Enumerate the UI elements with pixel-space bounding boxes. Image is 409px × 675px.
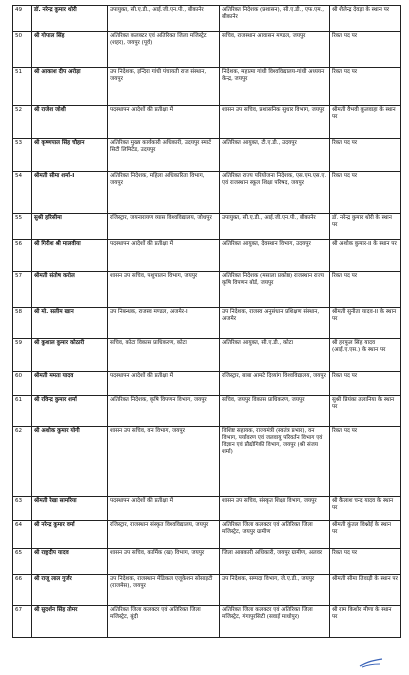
table-row [13,68,401,106]
new-posting: रजिस्ट्रार, बाबा आमटे दिव्यांग विश्वविद्यालय, जयपुर [220,372,330,396]
officer-name: श्री रविन्द्र कुमार शर्मा [32,396,108,427]
officer-name: श्री अशोक कुमार योगी [32,427,108,497]
new-posting: अतिरिक्त आयुक्त, टी.ए.डी., उदयपुर [220,139,330,172]
new-posting: अतिरिक्त जिला कलक्टर एवं अतिरिक्त जिला मजिस्ट्रेट, गंगापुरसिटी (सवाई माधोपुर) [220,606,330,638]
table-row [13,139,401,172]
replacing-officer: श्री कैलाश चन्द यादव के स्थान पर [330,497,401,521]
table-row [13,308,401,339]
replacing-officer: रिक्त पद पर [330,372,401,396]
table-row [13,606,401,638]
table-row [13,32,401,68]
table-row [13,214,401,240]
officer-name: श्री गिरीश श्री मालवीया [32,240,108,272]
replacing-officer: डॉ. नरेन्द्र कुमार थोरी के स्थान पर [330,214,401,240]
officer-name: श्री राजू लाल गुर्जर [32,575,108,606]
officer-name: श्रीमती ममता यादव [32,372,108,396]
serial-number: 61 [13,396,32,427]
table-row [13,272,401,308]
table-row [13,575,401,606]
table-row [13,549,401,575]
current-posting: पदस्थापन आदेशों की प्रतीक्षा में [108,240,220,272]
serial-number: 52 [13,106,32,139]
current-posting: रजिस्ट्रार, जयनारायण व्यास विश्वविद्यालय, जोधपुर [108,214,220,240]
current-posting: रजिस्ट्रार, राजस्थान संस्कृत विश्वविद्यालय, जयपुर [108,521,220,549]
transfer-order-page [12,5,400,638]
new-posting: जिला आबकारी अधिकारी, जयपुर ग्रामीण, अलवर [220,549,330,575]
serial-number: 59 [13,339,32,372]
new-posting: उप निदेशक, सम्पदा विभाग, जे.ए.डी., जयपुर [220,575,330,606]
new-posting: सचिव, जयपुर विकास प्राधिकरण, जयपुर [220,396,330,427]
new-posting: अतिरिक्त आयुक्त, देवस्थान विभाग, उदयपुर [220,240,330,272]
new-posting: अतिरिक्त निदेशक (प्रशासन), सी.ए.डी., एफ.एम., बीकानेर [220,6,330,32]
serial-number: 50 [13,32,32,68]
serial-number: 64 [13,521,32,549]
officer-name: श्रीमती संतोष करोल [32,272,108,308]
replacing-officer: श्रीमती सुनीता यादव-II के स्थान पर [330,308,401,339]
serial-number: 55 [13,214,32,240]
new-posting: उपायुक्त, सी.ए.डी., आई.जी.एन.पी., बीकानेर [220,214,330,240]
current-posting: अतिरिक्त कलक्टर एवं अतिरिक्त जिला मजिस्ट्रेट (शहर), जयपुर (पूर्व) [108,32,220,68]
replacing-officer: श्रीमती सीमा तिवाड़ी के स्थान पर [330,575,401,606]
serial-number: 57 [13,272,32,308]
new-posting: अतिरिक्त निदेशक (मसाला प्रकोष्ठ) राजस्थान राज्य कृषि विपणन बोर्ड, जयपुर [220,272,330,308]
officer-name: डॉ. नरेन्द्र कुमार थोरी [32,6,108,32]
serial-number: 54 [13,172,32,214]
replacing-officer: रिक्त पद पर [330,549,401,575]
replacing-officer: श्री राम किशोर मीणा के स्थान पर [330,606,401,638]
serial-number: 66 [13,575,32,606]
officer-name: श्री गोपाल सिंह [32,32,108,68]
transfer-table [12,5,401,638]
replacing-officer: रिक्त पद पर [330,272,401,308]
table-row [13,497,401,521]
current-posting: अतिरिक्त मुख्य कार्यकारी अधिकारी, उदयपुर स्मार्ट सिटी लिमिटेड, उदयपुर [108,139,220,172]
officer-name: श्री आकाश दीप अरोड़ा [32,68,108,106]
replacing-officer: रिक्त पद पर [330,68,401,106]
current-posting: अतिरिक्त निदेशक, कृषि विपणन विभाग, जयपुर [108,396,220,427]
table-row [13,427,401,497]
serial-number: 60 [13,372,32,396]
replacing-officer: रिक्त पद पर [330,139,401,172]
current-posting: सचिव, कोटा विकास प्राधिकरण, कोटा [108,339,220,372]
new-posting: सचिव, राजस्थान आवासन मण्डल, जयपुर [220,32,330,68]
current-posting: शासन उप सचिव, कार्मिक (ख) विभाग, जयपुर [108,549,220,575]
signature-mark-icon [358,657,384,669]
replacing-officer: श्रीमती कुंतल विश्नोई के स्थान पर [330,521,401,549]
serial-number: 65 [13,549,32,575]
serial-number: 56 [13,240,32,272]
current-posting: शासन उप सचिव, पशुपालन विभाग, जयपुर [108,272,220,308]
table-row [13,372,401,396]
table-row [13,6,401,32]
current-posting: उप निबन्धक, राजस्व मण्डल, अजमेर-I [108,308,220,339]
officer-name: श्री राष्ट्रदीप यादव [32,549,108,575]
new-posting: अतिरिक्त जिला कलक्टर एवं अतिरिक्त जिला मजिस्ट्रेट, जयपुर ग्रामीण [220,521,330,549]
new-posting: शासन उप सचिव, संस्कृत शिक्षा विभाग, जयपुर [220,497,330,521]
new-posting: शासन उप सचिव, प्रशासनिक सुधार विभाग, जयपुर [220,106,330,139]
current-posting: पदस्थापन आदेशों की प्रतीक्षा में [108,372,220,396]
current-posting: शासन उप सचिव, वन विभाग, जयपुर [108,427,220,497]
current-posting: अतिरिक्त जिला कलक्टर एवं अतिरिक्त जिला मजिस्ट्रेट, बूंदी [108,606,220,638]
new-posting: अतिरिक्त आयुक्त, सी.ए.डी., कोटा [220,339,330,372]
replacing-officer: श्रीमती वैभवी कुलवाहा के स्थान पर [330,106,401,139]
replacing-officer: श्री हरफूल सिंह यादव (आई.ए.एस.) के स्थान पर [330,339,401,372]
replacing-officer: सुश्री प्रियंका तलानिया के स्थान पर [330,396,401,427]
current-posting: पदस्थापन आदेशों की प्रतीक्षा में [108,106,220,139]
replacing-officer: रिक्त पद पर [330,427,401,497]
table-row [13,396,401,427]
officer-name: श्री नरेन्द्र कुमार वर्मा [32,521,108,549]
officer-name: सुश्री हरिसीमा [32,214,108,240]
replacing-officer: रिक्त पद पर [330,172,401,214]
replacing-officer: रिक्त पद पर [330,32,401,68]
serial-number: 49 [13,6,32,32]
new-posting: उप निदेशक, राजस्व अनुसंधान प्रशिक्षण संस्थान, अजमेर [220,308,330,339]
current-posting: उप निदेशक, इन्दिरा गांधी पंचायती राज संस्थान, जयपुर [108,68,220,106]
officer-name: श्री राजेश जोशी [32,106,108,139]
serial-number: 58 [13,308,32,339]
serial-number: 62 [13,427,32,497]
officer-name: श्री कृष्णपाल सिंह चौहान [32,139,108,172]
officer-name: श्रीमती रेखा सामरिया [32,497,108,521]
serial-number: 51 [13,68,32,106]
replacing-officer: श्री शैलेन्द्र देवड़ा के स्थान पर [330,6,401,32]
officer-name: श्री मो. सलीम खान [32,308,108,339]
current-posting: अतिरिक्त निदेशक, महिला अधिकारिता विभाग, जयपुर [108,172,220,214]
table-row [13,339,401,372]
new-posting: निदेशक, महात्मा गांधी विश्वविद्यालय-गांधी अध्ययन केन्द्र, जयपुर [220,68,330,106]
officer-name: श्री सुदर्शन सिंह तोमर [32,606,108,638]
serial-number: 63 [13,497,32,521]
current-posting: उप निदेशक, राजस्थान मेडिकल एजूकेशन सोसाइटी (राजमेस), जयपुर [108,575,220,606]
table-row [13,240,401,272]
officer-name: श्री कुशाल कुमार कोठारी [32,339,108,372]
serial-number: 53 [13,139,32,172]
new-posting: अतिरिक्त राज्य परियोजना निदेशक, एस.एम.एस.ए. एवं राजस्थान स्कूल शिक्षा परिषद, जयपुर [220,172,330,214]
serial-number: 67 [13,606,32,638]
current-posting: उपायुक्त, सी.ए.डी., आई.जी.एन.पी., बीकानेर [108,6,220,32]
officer-name: श्रीमती सीमा शर्मा-I [32,172,108,214]
new-posting: विशिष्ट सहायक, राज्यमंत्री (स्वतंत्र प्रभार), वन विभाग, पर्यावरण एवं जलवायु परिवर्तन विभाग एवं विज्ञान एवं प्रौद्योगिकी विभाग, जयपुर (श्री संजय शर्मा) [220,427,330,497]
table-row [13,106,401,139]
table-row [13,172,401,214]
replacing-officer: श्री अशोक कुमार-II के स्थान पर [330,240,401,272]
current-posting: पदस्थापन आदेशों की प्रतीक्षा में [108,497,220,521]
table-row [13,521,401,549]
